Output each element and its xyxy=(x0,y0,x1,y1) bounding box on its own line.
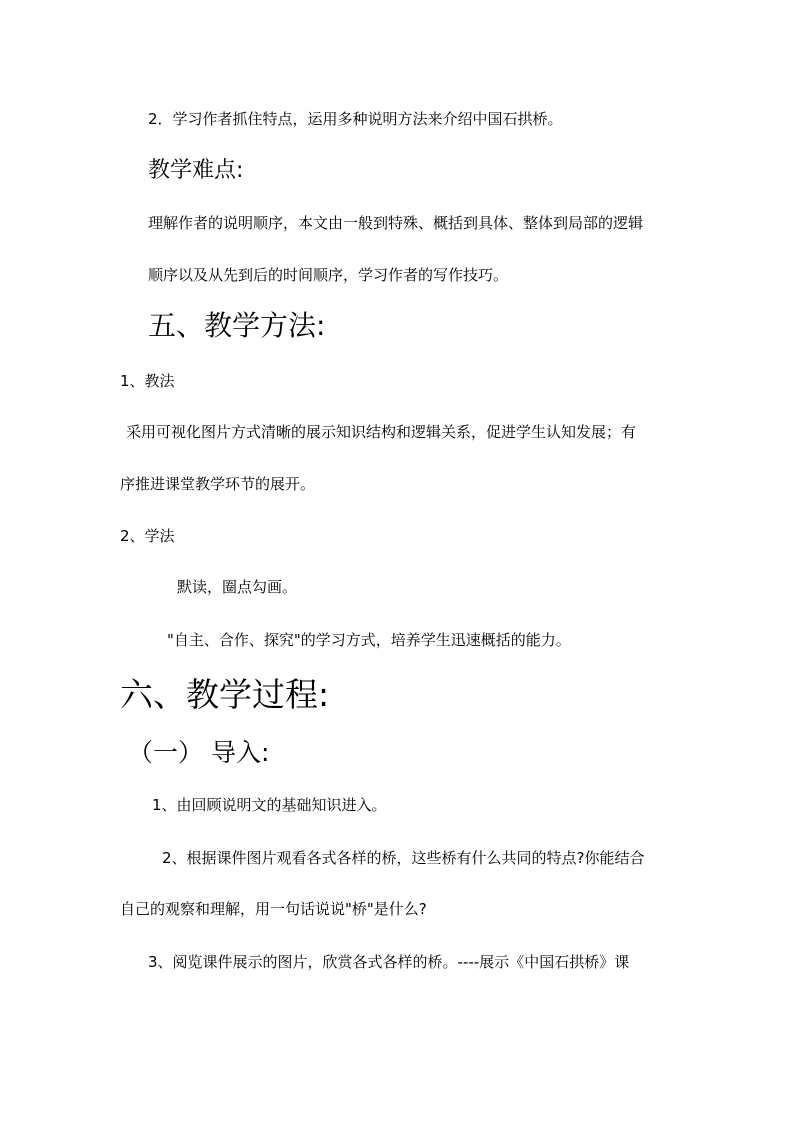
subheading-teaching-method: 1、教法 xyxy=(120,372,175,390)
learning-method-item-2: "自主、合作、探究"的学习方式，培养学生迅速概括的能力。 xyxy=(167,631,571,649)
difficulty-paragraph-line-1: 理解作者的说明顺序，本文由一般到特殊、概括到具体、整体到局部的逻辑 xyxy=(148,214,644,232)
difficulty-paragraph-line-2: 顺序以及从先到后的时间顺序，学习作者的写作技巧。 xyxy=(148,266,509,284)
heading-teaching-difficulty: 教学难点: xyxy=(148,158,244,183)
introduction-step-2-line-1: 2、根据课件图片观看各式各样的桥，这些桥有什么共同的特点?你能结合 xyxy=(162,849,645,867)
teaching-method-line-1: 采用可视化图片方式清晰的展示知识结构和逻辑关系，促进学生认知发展；有 xyxy=(126,423,637,441)
heading-teaching-methods: 五、教学方法: xyxy=(148,309,326,342)
objective-line-2: 2．学习作者抓住特点，运用多种说明方法来介绍中国石拱桥。 xyxy=(148,110,563,128)
subheading-learning-method: 2、学法 xyxy=(120,527,175,545)
heading-teaching-process: 六、教学过程: xyxy=(120,675,330,714)
introduction-step-1: 1、由回顾说明文的基础知识进入。 xyxy=(152,796,387,814)
learning-method-item-1: 默读，圈点勾画。 xyxy=(177,578,298,596)
teaching-method-line-2: 序推进课堂教学环节的展开。 xyxy=(120,475,316,493)
introduction-step-3: 3、阅览课件展示的图片，欣赏各式各样的桥。----展示《中国石拱桥》课 xyxy=(148,953,630,971)
subheading-introduction: （一） 导入: xyxy=(128,738,270,767)
introduction-step-2-line-2: 自己的观察和理解，用一句话说说"桥"是什么? xyxy=(120,900,427,918)
